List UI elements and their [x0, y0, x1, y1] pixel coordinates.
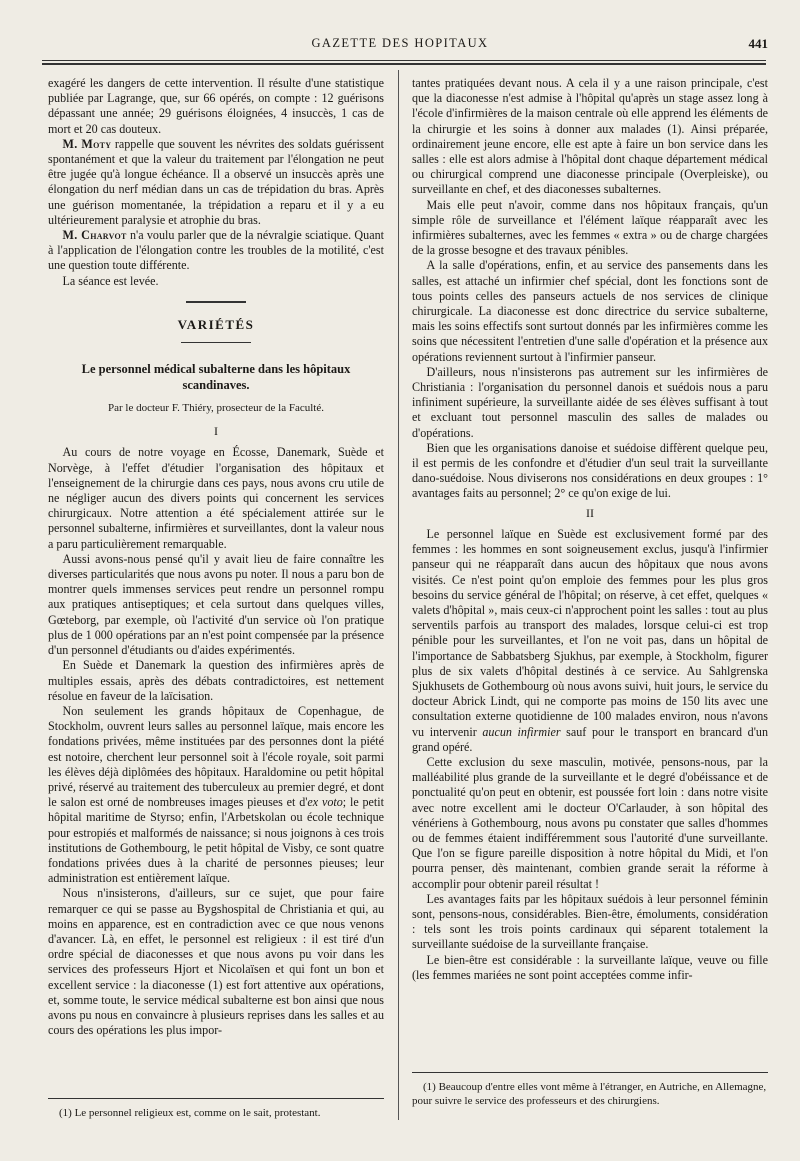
paragraph: Le bien-être est considérable : la surveillante laïque, veuve ou fille (les femmes mariées ne sont point acceptées comme infir-: [412, 952, 768, 982]
paragraph: D'ailleurs, nous n'insisterons pas autrement sur les infirmières de Christiania : l'organisation du personnel danois et suédois nous a paru infiniment supérieure, la surveillante aidée de ses élèves suffisant à tout et excluant tout personnel masculin des salles de malades ou d'opérations.: [412, 364, 768, 440]
paragraph: [48, 137, 384, 228]
left-column: [48, 76, 384, 1038]
column-divider: [398, 70, 399, 1120]
paragraph: En Suède et Danemark la question des infirmières après de multiples essais, après des débats contradictoires, est nettement résolue en faveur de la laïcisation.: [48, 658, 384, 703]
paragraph: exagéré les dangers de cette intervention. Il résulte d'une statistique publiée par Lagrange, que, sur 66 opérés, on compte : 12 guérisons dépassant une année; 29 guérisons éloignées, 4 insuccès, 1 cas de mort et 20 cas douteux.: [48, 76, 384, 136]
right-footnote-area: [412, 1062, 768, 1108]
paragraph: A la salle d'opérations, enfin, et au service des pansements dans les salles, est attaché un infirmier chef spécial, dont les fonctions sont de tous points celles des panseurs actuels de nos services de clinique chirurgicale. La diaconesse est donc directrice du service subalterne, mais les soins effectifs sont surtout donnés par les infirmières comme les soins que nécessitent l'entretien d'une salle d'opération et la présence aux opérations reviennent surtout à l'infirmier panseur.: [412, 258, 768, 364]
paragraph: Nous n'insisterons, d'ailleurs, sur ce sujet, que pour faire remarquer ce qui se passe au Bygshospital de Christiania et qui, au moins en apparence, est en contradiction avec ce que nous venons d'avancer. Là, en effet, le personnel est religieux : il est tiré d'un ordre spécial de diaconesses et que nous avons pu voir dans les services des professeurs Hjort et Nicolaïsen et qui font un bon et excellent service : la diaconesse (1) est fort attentive aux opérations, et, somme toute, le service médical subalterne est bon ainsi que nous avons pu nous en convaincre à plusieurs reprises dans les salles et au cours des opérations les plus impor-: [48, 886, 384, 1038]
journal-title: GAZETTE DES HOPITAUX: [311, 36, 489, 50]
paragraph-text: ; le petit hôpital maritime de Styrso; enfin, l'Arbetskolan ou école technique pour estropiés et malformés de naissance; si nous joignons à ces trois institutions de Gothembourg, le petit hôpital de Visby, ce sont quatre fondations privées dues à la charité de personnes pieuses; leur administration est entièrement laïque.: [48, 795, 384, 886]
paragraph: Les avantages faits par les hôpitaux suédois à leur personnel féminin sont, pensons-nous, considérables. Bien-être, émoluments, considération : tels sont les trois points cardinaux qui séparent totalement la surveillante suédoise de la surveillante française.: [412, 891, 768, 952]
paragraph-text: Non seulement les grands hôpitaux de Copenhague, de Stockholm, ouvrent leurs salles au personnel laïque, mais encore les fondations privées, même instituées par des personnes dont la piété est notoire, cherchent leur personnel soit à l'école royale, soit parmi les élèves déjà diplômées des hôpitaux. Haraldomine ou petit hôpital privé, réservé au traitement des tuberculeux au premier degré, et dont le salon est orné de nombreuses images pieuses et d': [48, 703, 384, 810]
paragraph-text: sauf pour le transport en brancard d'un grand opéré.: [412, 724, 768, 754]
section-heading: VARIÉTÉS: [177, 316, 255, 332]
paragraph: Au cours de notre voyage en Écosse, Danemark, Suède et Norvège, à l'effet d'étudier l'organisation des hôpitaux et l'enseignement de la chirurgie dans ces pays, nous avons cru utile de ne négliger aucun des divers points qui concernent les services chirurgicaux. Notre attention a été spécialement attirée sur le personnel subalterne, infirmières et surveillantes, dont la valeur nous a paru particulièrement remarquable.: [48, 445, 384, 551]
paragraph-text: rappelle que souvent les névrites des soldats guérissent spontanément et que la valeur du traitement par l'élongation ne peut être jugée qu'à longue échéance. Il a observé un insuccès après une élongation du nerf médian dans un cas de trépidation du bras. Après une guérison momentanée, la trépidation a reparu et il y a eu ultérieurement paralysie et atrophie du bras.: [48, 136, 384, 227]
paragraph-text: Le personnel laïque en Suède est exclusivement formé par des femmes : les hommes en sont soigneusement exclus, jusqu'à l'infirmier panseur qui ne réapparaît dans aucun des hôpitaux que nous avons visités. Ce n'est point qu'on emploie des femmes pour les plus gros besoins du service général de l'hôpital; on réserve, à cet effet, quelques « valets d'hôpital », mais ceux-ci n'approchent point les salles : tout au plus serventils parfois au transport des malades, lorsque celui-ci est trop pénible pour les surveillantes, et l'on ne voit pas, dans un hôpital de l'importance de Sabbatsberg Sjukhus, par exemple, à Stockholm, figurer plus de six valets d'hôpital destinés à ce service. Au Sahlgrenska Sjukhusets de Gothembourg où nous avons suivi, huit jours, le service du docteur Abrick Lindt, qui ne comporte pas moins de 150 lits avec une consultation externe quotidienne de 100 malades environ, nous n'avons vu intervenir: [412, 526, 768, 739]
part-number: I: [214, 424, 218, 439]
heading-rule: [181, 342, 251, 343]
footnote-rule: [412, 1072, 768, 1073]
article-title: Le personnel médical subalterne dans les hôpitaux scandinaves.: [81, 362, 351, 393]
speaker-name: M. Charvot: [62, 228, 127, 243]
paragraph: [412, 527, 768, 755]
paragraph: [48, 704, 384, 886]
italic-term: aucun infirmier: [482, 724, 561, 739]
paragraph: Bien que les organisations danoise et suédoise diffèrent quelque peu, il est permis de les confondre et d'étudier d'un seul trait la surveillante dano-suédoise. Nous diviserons nos considérations en deux groupes : 1° avantages faits au personnel; 2° ce qu'on exige de lui.: [412, 440, 768, 501]
italic-term: ex voto: [307, 795, 343, 810]
right-column: [412, 76, 768, 983]
left-footnote-area: [48, 1088, 384, 1121]
footnote: (1) Beaucoup d'entre elles vont même à l'étranger, en Autriche, en Allemagne, pour suivre le service des professeurs et des chirurgiens.: [412, 1081, 767, 1107]
paragraph: Cette exclusion du sexe masculin, motivée, pensons-nous, par la malléabilité plus grande de la surveillante et le degré d'obéissance et de ponctualité qu'on peut en obtenir, est poussée fort loin : dans notre visite avec notre excellent ami le docteur O'Carlauder, à son hôpital des vénériens à Gothembourg, nous avons pu constater que salles d'hommes ou de femmes étaient indifféremment sous l'autorité d'une surveillante. Que l'on se figure pareille disposition à notre hôpital du Midi, et l'on pourra penser, dès maintenant, combien grande serait la réforme à accomplir pour obtenir pareil résultat !: [412, 754, 768, 891]
header-rule: [42, 60, 766, 65]
paragraph: tantes pratiquées devant nous. A cela il y a une raison principale, c'est que la diaconesse n'est admise à l'hôpital qu'après un stage assez long à l'école d'infirmières de la maison centrale où elle apprend les éléments de la chirurgie et les soins à donner aux malades (1). Ainsi préparée, ordinairement jeune encore, elle est apte à faire un bon service dans les salles : elle est alors admise à l'hôpital dont chaque département médical ou chirurgical comprend une diaconesse principale (Overpleiske), ou surveillante en chef, et des diaconesses subalternes.: [412, 76, 768, 197]
paragraph: [48, 228, 384, 274]
footnote: (1) Le personnel religieux est, comme on le sait, protestant.: [59, 1107, 321, 1119]
paragraph-text: n'a voulu parler que de la névralgie sciatique. Quant à l'application de l'élongation contre les troubles de la motilité, c'est une question toute différente.: [48, 228, 384, 273]
paragraph: Aussi avons-nous pensé qu'il y avait lieu de faire connaître les diverses particularités que nous avons pu noter. Il nous a paru bon de montrer quels immenses services peut rendre un personnel rompu aux pratiques antiseptiques; et cela surtout dans quelques villes, Gœteborg, par exemple, où l'activité d'un service où l'on pratique plus de 1 000 opérations par an n'est point compensée par la présence d'un personnel d'étudiants ou d'aides expérimentés.: [48, 551, 384, 658]
running-head: [0, 36, 800, 56]
section-separator: [186, 301, 246, 303]
speaker-name: M. Moty: [62, 136, 112, 151]
footnote-rule: [48, 1098, 384, 1099]
paragraph: Mais elle peut n'avoir, comme dans nos hôpitaux français, qu'un simple rôle de surveillance et l'élément laïque réapparaît avec les infirmières subalternes, avec les femmes « extra » ou de charge chargées de la grosse besogne et des travaux pénibles.: [412, 197, 768, 258]
page-number: 441: [748, 36, 768, 51]
paragraph: La séance est levée.: [62, 273, 159, 288]
part-number: II: [586, 505, 594, 520]
article-byline: Par le docteur F. Thiéry, prosecteur de la Faculté.: [108, 402, 324, 415]
